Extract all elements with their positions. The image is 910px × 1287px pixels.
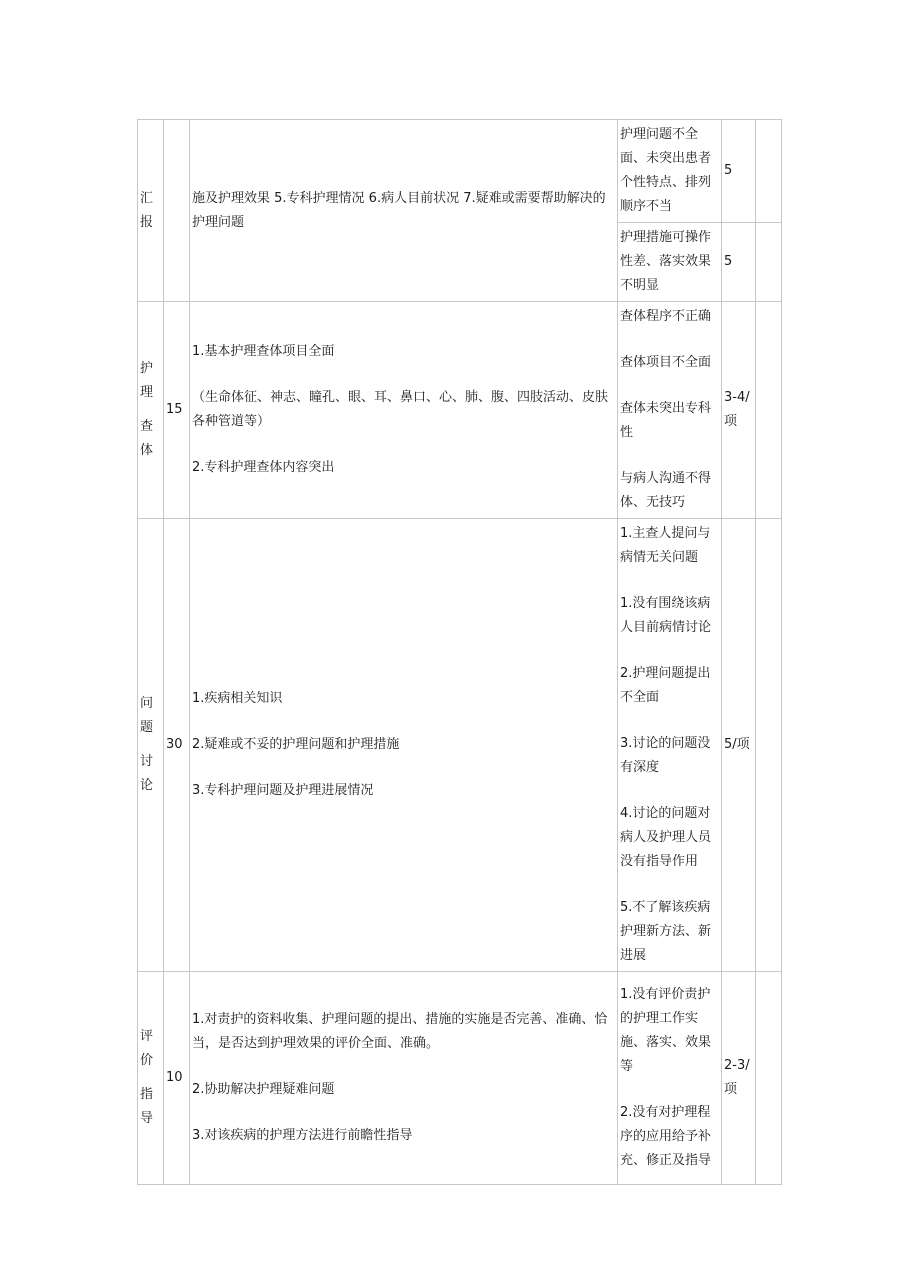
content-cell — [190, 519, 618, 972]
blank-cell — [756, 302, 782, 519]
deduct-line: 1.主查人提问与病情无关问题 — [620, 526, 711, 565]
blank-cell — [756, 519, 782, 972]
content-line: 2.疑难或不妥的护理问题和护理措施 — [192, 737, 400, 752]
item-char: 理 — [140, 385, 154, 400]
content-line: 1.疾病相关知识 — [192, 691, 283, 706]
blank-cell — [756, 223, 782, 302]
item-cell — [138, 120, 164, 302]
points-cell: 2-3/项 — [722, 972, 756, 1185]
content-cell — [190, 120, 618, 302]
deduct-cell — [618, 972, 722, 1185]
nursing-rounds-scoring-table — [137, 119, 782, 1185]
deduct-line: 4.讨论的问题对病人及护理人员没有指导作用 — [620, 806, 712, 869]
points-cell: 5/项 — [722, 519, 756, 972]
content-line: （生命体征、神志、瞳孔、眼、耳、鼻口、心、肺、腹、四肢活动、皮肤各种管道等） — [192, 390, 609, 429]
item-cell — [138, 972, 164, 1185]
deduct-line: 2.护理问题提出不全面 — [620, 666, 711, 705]
deduct-line: 1.没有围绕该病人目前病情讨论 — [620, 596, 712, 635]
item-cell — [138, 519, 164, 972]
deduct-cell — [618, 519, 722, 972]
deduct-line: 查体程序不正确 — [620, 309, 712, 324]
item-char: 论 — [140, 778, 154, 793]
deduct-line: 5.不了解该疾病护理新方法、新进展 — [620, 900, 712, 963]
score-cell: 30 — [164, 519, 190, 972]
table-row — [138, 120, 782, 223]
score-cell: 15 — [164, 302, 190, 519]
blank-cell — [756, 972, 782, 1185]
item-char: 指 — [140, 1087, 154, 1102]
points-cell: 3-4/项 — [722, 302, 756, 519]
blank-cell — [756, 120, 782, 223]
item-char: 护 — [140, 361, 154, 376]
content-cell — [190, 302, 618, 519]
score-cell: 10 — [164, 972, 190, 1185]
points-cell: 5 — [722, 120, 756, 223]
deduct-cell — [618, 302, 722, 519]
deduct-line: 查体未突出专科性 — [620, 401, 712, 440]
deduct-cell: 护理措施可操作性差、落实效果不明显 — [618, 223, 722, 302]
table-row — [138, 302, 782, 519]
deduct-cell: 护理问题不全面、未突出患者个性特点、排列顺序不当 — [618, 120, 722, 223]
item-char: 讨 — [140, 754, 154, 769]
table-row — [138, 972, 782, 1185]
item-char: 汇 — [140, 190, 154, 206]
score-cell — [164, 120, 190, 302]
deduct-line: 3.讨论的问题没有深度 — [620, 736, 711, 775]
content-line: 2.协助解决护理疑难问题 — [192, 1082, 335, 1097]
content-line: 3.专科护理问题及护理进展情况 — [192, 783, 374, 798]
item-cell — [138, 302, 164, 519]
points-cell: 5 — [722, 223, 756, 302]
item-char: 评 — [140, 1029, 154, 1044]
item-char: 体 — [140, 443, 154, 458]
content-line: 1.对责护的资料收集、护理问题的提出、措施的实施是否完善、准确、恰当，是否达到护理效果的评价全面、准确。 — [192, 1012, 608, 1051]
deduct-line: 1.没有评价责护的护理工作实施、落实、效果等 — [620, 987, 712, 1074]
content-text: 施及护理效果 5.专科护理情况 6.病人目前状况 7.疑难或需要帮助解决的护理问题 — [192, 190, 606, 230]
content-line: 3.对该疾病的护理方法进行前瞻性指导 — [192, 1128, 413, 1143]
deduct-line: 与病人沟通不得体、无技巧 — [620, 471, 712, 510]
table-row — [138, 519, 782, 972]
deduct-line: 2.没有对护理程序的应用给予补充、修正及指导 — [620, 1105, 712, 1168]
item-char: 题 — [140, 720, 154, 735]
item-char: 导 — [140, 1111, 154, 1126]
content-line: 1.基本护理查体项目全面 — [192, 344, 335, 359]
item-char: 报 — [140, 214, 154, 230]
item-char: 查 — [140, 419, 154, 434]
content-cell — [190, 972, 618, 1185]
item-char: 价 — [140, 1053, 154, 1068]
item-char: 问 — [140, 696, 154, 711]
deduct-line: 查体项目不全面 — [620, 355, 712, 370]
content-line: 2.专科护理查体内容突出 — [192, 460, 335, 475]
